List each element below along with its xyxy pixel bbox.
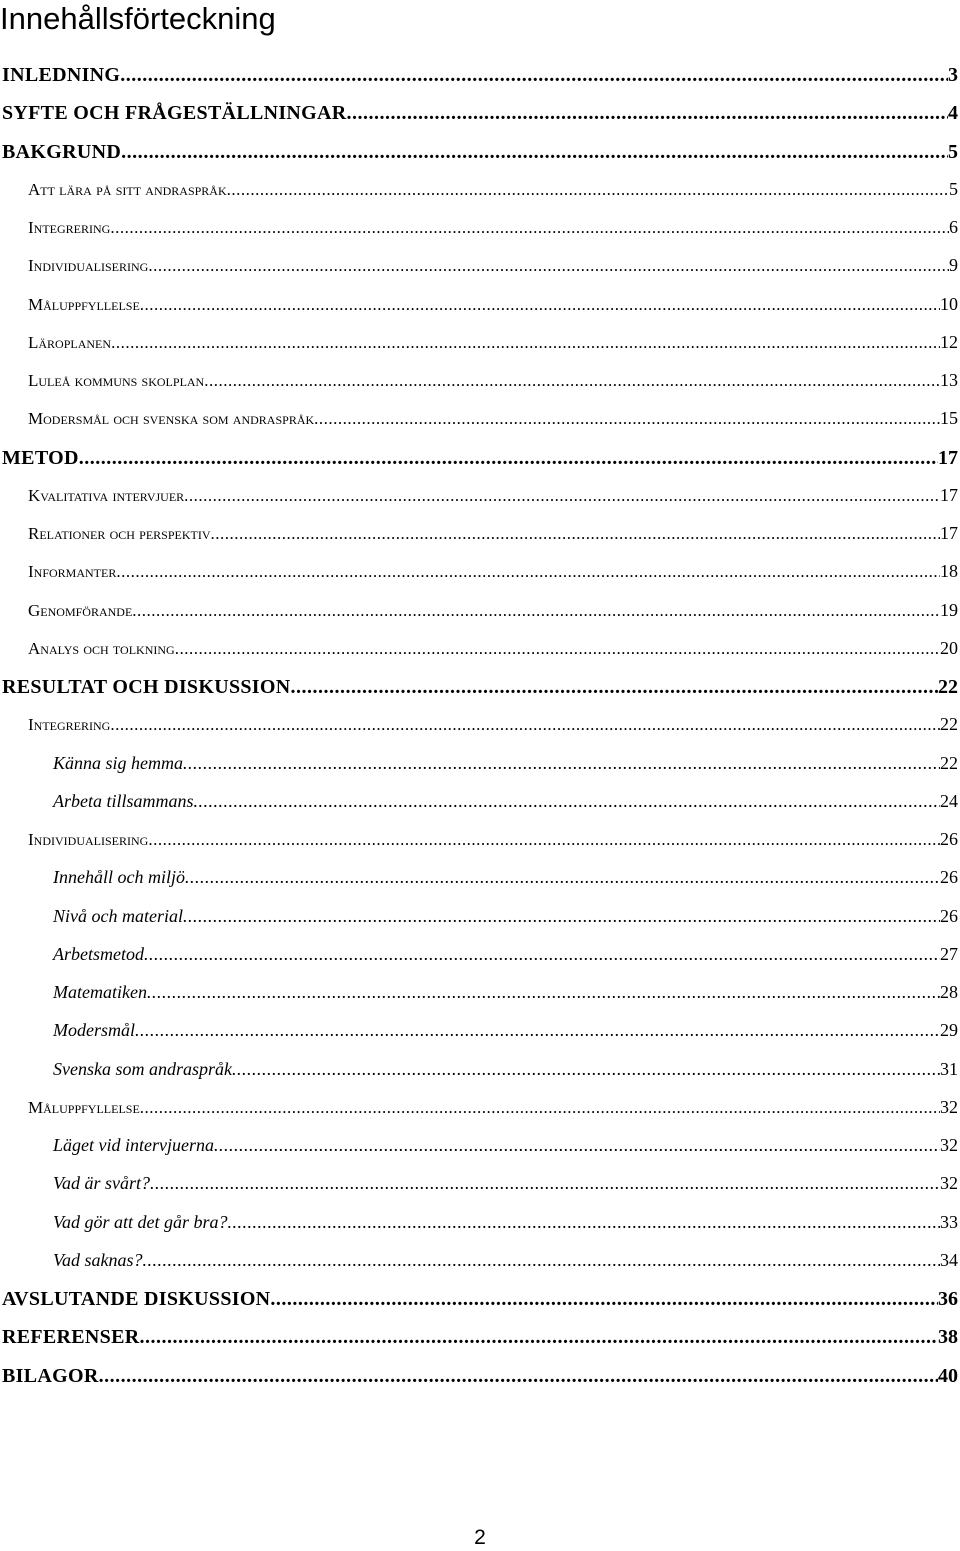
toc-entry[interactable] [0,523,958,561]
toc-entry-label: INLEDNING [2,64,121,86]
toc-dot-leader [144,944,940,965]
toc-dot-leader [214,1135,940,1156]
toc-entry-page: 22 [940,714,958,735]
toc-entry-label: Arbeta tillsammans [53,790,194,811]
toc-entry-label: Arbetsmetod [53,943,144,964]
toc-entry-page: 13 [940,370,958,390]
toc-dot-leader [135,1020,940,1041]
toc-entry-page: 27 [940,943,958,964]
toc-entry-page: 24 [940,790,958,811]
toc-entry-page: 19 [940,599,958,620]
toc-entry-page: 10 [940,293,958,314]
toc-entry-label: METOD [2,446,79,469]
toc-entry[interactable] [0,1212,958,1250]
toc-entry[interactable] [0,944,958,982]
toc-entry[interactable] [0,141,958,179]
toc-entry[interactable] [0,102,958,140]
toc-entry-page: 5 [948,140,958,163]
toc-dot-leader [110,218,949,238]
toc-entry-label: Analys och tolkning [28,638,175,658]
toc-entry[interactable] [0,753,958,791]
toc-entry-page: 12 [940,331,958,352]
toc-entry-label: Svenska som andraspråk [53,1058,232,1079]
toc-dot-leader [116,562,940,582]
toc-entry[interactable] [0,408,958,446]
toc-entry-label: Informanter [28,562,117,582]
toc-dot-leader [139,1326,938,1349]
toc-dot-leader [175,639,940,659]
toc-dot-leader [143,1250,941,1271]
toc-dot-leader [184,486,940,506]
toc-entry[interactable] [0,179,958,217]
toc-entry[interactable] [0,1288,958,1326]
toc-entry-page: 29 [940,1020,958,1041]
toc-entry-label: Kvalitativa intervjuer [28,485,185,505]
toc-dot-leader [227,180,949,200]
toc-entry-page: 32 [940,1173,958,1194]
toc-entry-page: 20 [940,637,958,658]
toc-entry-page: 22 [940,752,958,773]
toc-dot-leader [140,295,940,315]
toc-dot-leader [110,715,940,735]
toc-entry-label: Läget vid intervjuerna [53,1135,214,1155]
toc-dot-leader [79,447,938,470]
toc-entry-label: Matematiken [53,982,147,1002]
toc-dot-leader [121,141,948,164]
toc-entry-label: Individualisering [28,830,149,849]
toc-dot-leader [183,906,940,927]
toc-dot-leader [204,371,940,391]
toc-entry[interactable] [0,791,958,829]
toc-dot-leader [148,256,949,276]
toc-entry[interactable] [0,714,958,752]
toc-entry[interactable] [0,638,958,676]
toc-entry-page: 9 [949,255,958,276]
toc-entry-page: 3 [948,64,958,86]
toc-entry-page: 17 [940,523,958,543]
toc-dot-leader [148,830,940,850]
toc-entry-label: Relationer och perspektiv [28,524,211,543]
table-of-contents [0,64,958,1403]
toc-entry-label: BILAGOR [2,1364,99,1387]
toc-entry-label: Luleå kommuns skolplan [28,371,205,390]
toc-entry-page: 5 [949,178,958,199]
toc-entry[interactable] [0,982,958,1020]
toc-entry-page: 36 [938,1288,958,1310]
toc-entry-label: Måluppfyllelse [28,1097,140,1117]
toc-entry-page: 15 [940,408,958,429]
toc-entry-page: 32 [940,1135,958,1155]
toc-entry-page: 17 [938,446,958,469]
toc-entry-label: Integrering [28,715,111,735]
toc-dot-leader [99,1365,938,1388]
toc-entry-page: 32 [940,1096,958,1117]
toc-entry-label: Känna sig hemma [53,752,183,773]
toc-dot-leader [120,64,948,87]
toc-entry[interactable] [0,1097,958,1135]
toc-dot-leader [185,867,940,888]
toc-entry-label: Modersmål och svenska som andraspråk [28,409,315,429]
toc-entry-label: BAKGRUND [2,140,122,163]
toc-entry-page: 28 [940,982,958,1002]
toc-entry-label: Vad saknas? [53,1249,143,1270]
toc-entry[interactable] [0,906,958,944]
toc-entry-label: Läroplanen [28,332,112,352]
toc-dot-leader [270,1288,938,1311]
toc-entry[interactable] [0,217,958,255]
toc-entry[interactable] [0,867,958,905]
toc-dot-leader [140,1098,940,1118]
toc-dot-leader [211,524,940,544]
toc-entry-label: Innehåll och miljö [53,867,185,888]
toc-dot-leader [232,1059,940,1080]
toc-entry-label: Genomförande [28,600,133,620]
toc-entry[interactable] [0,1135,958,1173]
toc-entry[interactable] [0,1365,958,1403]
toc-entry-label: Måluppfyllelse [28,294,140,314]
toc-entry[interactable] [0,332,958,370]
toc-entry-label: Att lära på sitt andraspråk [28,179,227,199]
toc-entry-page: 4 [948,102,958,125]
toc-dot-leader [347,102,948,125]
toc-entry-page: 40 [938,1364,958,1387]
toc-dot-leader [132,601,940,621]
toc-entry-page: 6 [949,217,958,237]
toc-entry[interactable] [0,1059,958,1097]
toc-dot-leader [147,982,940,1003]
toc-entry-page: 33 [940,1211,958,1232]
toc-entry[interactable] [0,294,958,332]
toc-entry[interactable] [0,676,958,714]
toc-dot-leader [194,791,940,812]
toc-entry[interactable] [0,1173,958,1211]
toc-entry-page: 26 [940,867,958,888]
toc-entry-page: 26 [940,905,958,926]
toc-entry[interactable] [0,370,958,408]
toc-dot-leader [290,676,938,699]
toc-dot-leader [150,1173,940,1194]
toc-entry-page: 22 [938,676,958,698]
toc-entry-label: AVSLUTANDE DISKUSSION [2,1288,271,1310]
toc-entry-label: Modersmål [53,1020,135,1041]
toc-entry[interactable] [0,600,958,638]
toc-dot-leader [314,409,940,429]
toc-entry[interactable] [0,561,958,599]
toc-entry[interactable] [0,64,958,102]
toc-entry[interactable] [0,1250,958,1288]
toc-entry-label: Integrering [28,218,111,237]
toc-entry-label: Vad gör att det går bra? [53,1211,228,1232]
toc-entry[interactable] [0,485,958,523]
toc-entry[interactable] [0,447,958,485]
toc-entry-label: REFERENSER [2,1326,140,1349]
toc-entry-label: SYFTE OCH FRÅGESTÄLLNINGAR [2,102,347,125]
toc-entry-label: Nivå och material [53,905,183,926]
toc-dot-leader [228,1212,940,1233]
toc-entry[interactable] [0,1326,958,1364]
toc-entry-label: Vad är svårt? [53,1173,151,1194]
toc-entry[interactable] [0,1020,958,1058]
toc-entry-label: RESULTAT OCH DISKUSSION [2,676,291,698]
toc-entry-page: 34 [940,1249,958,1270]
toc-entry-page: 31 [940,1058,958,1079]
page-number: 2 [474,1526,486,1549]
toc-entry[interactable] [0,829,958,867]
toc-dot-leader [111,333,940,353]
page-title: Innehållsförteckning [0,1,276,36]
toc-entry-page: 26 [940,829,958,849]
toc-entry[interactable] [0,255,958,293]
toc-entry-page: 17 [940,484,958,505]
toc-entry-page: 38 [938,1326,958,1349]
toc-dot-leader [183,753,940,774]
toc-entry-page: 18 [940,561,958,582]
toc-entry-label: Individualisering [28,256,149,276]
